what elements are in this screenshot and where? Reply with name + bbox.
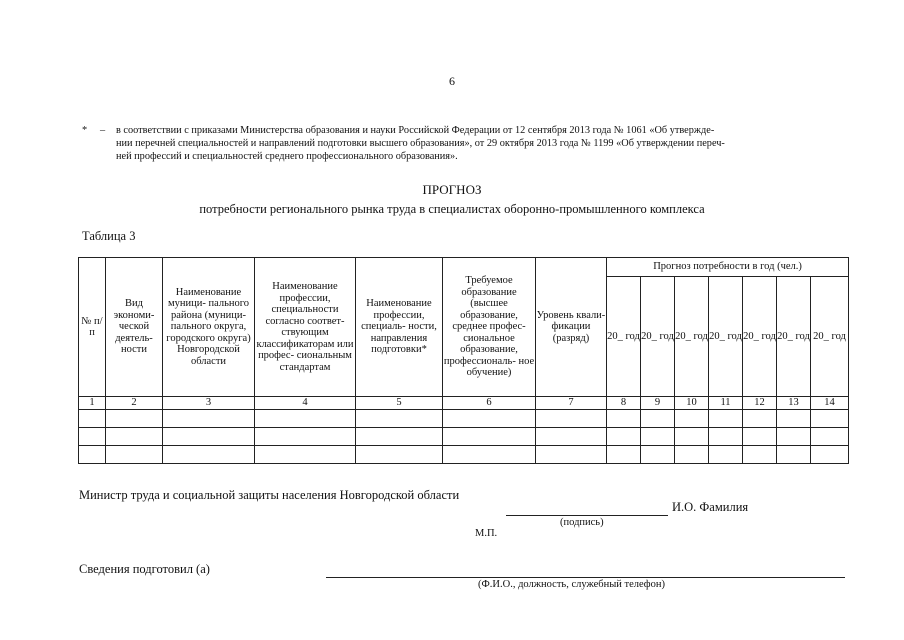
- prepared-by-caption: (Ф.И.О., должность, служебный телефон): [478, 579, 665, 590]
- table-cell: [811, 428, 849, 446]
- table-cell: [743, 428, 777, 446]
- table-cell: [607, 410, 641, 428]
- table-cell: [356, 410, 443, 428]
- header-qualification: Уровень квали- фикации (разряд): [536, 258, 607, 397]
- table-cell: [777, 410, 811, 428]
- stamp-label: М.П.: [475, 528, 498, 539]
- column-number: 4: [255, 397, 356, 410]
- table-cell: [356, 446, 443, 464]
- document-title: ПРОГНОЗ: [422, 182, 482, 197]
- table-cell: [777, 446, 811, 464]
- prepared-by-line: [326, 577, 845, 578]
- signer-name: И.О. Фамилия: [672, 500, 749, 514]
- table-cell: [743, 410, 777, 428]
- column-number: 12: [743, 397, 777, 410]
- header-municipality: Наименование муници- пального района (муници- пального округа, городского округа) Новгородской области: [163, 258, 255, 397]
- table-cell: [536, 446, 607, 464]
- table-cell: [641, 428, 675, 446]
- page-number: 6: [449, 74, 455, 88]
- column-number: 1: [79, 397, 106, 410]
- column-number: 13: [777, 397, 811, 410]
- table-cell: [675, 410, 709, 428]
- table-cell: [106, 410, 163, 428]
- header-profession: Наименование профессии, специальности согласно соответ- ствующим классификаторам или профес- сиональным стандартам: [255, 258, 356, 397]
- table-cell: [743, 446, 777, 464]
- table-cell: [709, 446, 743, 464]
- table-cell: [675, 428, 709, 446]
- header-year: 20_ год: [777, 277, 811, 397]
- table-row: [79, 428, 849, 446]
- header-year: 20_ год: [743, 277, 777, 397]
- table-row: [79, 446, 849, 464]
- header-forecast-group: Прогноз потребности в год (чел.): [607, 258, 849, 277]
- table-cell: [536, 410, 607, 428]
- table-caption: Таблица 3: [82, 229, 136, 243]
- column-number: 3: [163, 397, 255, 410]
- column-number: 8: [607, 397, 641, 410]
- document-subtitle: потребности регионального рынка труда в специалистах оборонно-промышленного комплекса: [199, 202, 705, 216]
- header-year: 20_ год: [675, 277, 709, 397]
- table-cell: [443, 428, 536, 446]
- table-cell: [163, 446, 255, 464]
- header-year: 20_ год: [709, 277, 743, 397]
- forecast-table: [78, 257, 849, 464]
- header-activity: Вид экономи- ческой деятель- ности: [106, 258, 163, 397]
- table-cell: [641, 446, 675, 464]
- table-cell: [106, 428, 163, 446]
- table-cell: [443, 446, 536, 464]
- prepared-by-label: Сведения подготовил (а): [79, 562, 210, 576]
- table-cell: [811, 410, 849, 428]
- table-cell: [79, 428, 106, 446]
- table-cell: [709, 410, 743, 428]
- table-cell: [607, 446, 641, 464]
- table-cell: [163, 428, 255, 446]
- table-cell: [255, 428, 356, 446]
- signature-caption: (подпись): [560, 517, 604, 528]
- table-cell: [255, 446, 356, 464]
- minister-title: Министр труда и социальной защиты населения Новгородской области: [79, 488, 460, 502]
- header-year: 20_ год: [607, 277, 641, 397]
- header-education: Требуемое образование (высшее образование, среднее профес- сиональное образование, профессиональ- ное обучение): [443, 258, 536, 397]
- column-number: 10: [675, 397, 709, 410]
- footnote: [82, 124, 842, 163]
- table-cell: [356, 428, 443, 446]
- table-cell: [79, 410, 106, 428]
- table-cell: [709, 428, 743, 446]
- table-cell: [255, 410, 356, 428]
- table-cell: [106, 446, 163, 464]
- footnote-dash: –: [100, 125, 106, 136]
- table-cell: [163, 410, 255, 428]
- table-cell: [79, 446, 106, 464]
- column-number-row: [79, 397, 849, 410]
- header-specialty: Наименование профессии, специаль- ности, направления подготовки*: [356, 258, 443, 397]
- header-year: 20_ год: [641, 277, 675, 397]
- column-number: 2: [106, 397, 163, 410]
- table-cell: [675, 446, 709, 464]
- column-number: 14: [811, 397, 849, 410]
- footnote-marker: *: [82, 125, 88, 136]
- column-number: 5: [356, 397, 443, 410]
- table-row: [79, 410, 849, 428]
- table-cell: [811, 446, 849, 464]
- table-cell: [777, 428, 811, 446]
- signature-line: [506, 515, 668, 516]
- header-year: 20_ год: [811, 277, 849, 397]
- footnote-line-1: в соответствии с приказами Министерства образования и науки Российской Федерации от 12 сентября 2013 года № 1061 «Об утвержде-: [116, 125, 715, 136]
- column-number: 7: [536, 397, 607, 410]
- footnote-line-2: нии перечней специальностей и направлений подготовки высшего образования», от 29 октября 2013 года № 1199 «Об утверждении переч-: [116, 138, 725, 149]
- column-number: 6: [443, 397, 536, 410]
- table-cell: [536, 428, 607, 446]
- table-cell: [607, 428, 641, 446]
- table-cell: [443, 410, 536, 428]
- column-number: 11: [709, 397, 743, 410]
- table-cell: [641, 410, 675, 428]
- header-num: № п/п: [79, 258, 106, 397]
- empty-rows: [79, 410, 849, 464]
- column-number: 9: [641, 397, 675, 410]
- footnote-line-3: ней профессий и специальностей среднего профессионального образования».: [116, 151, 458, 162]
